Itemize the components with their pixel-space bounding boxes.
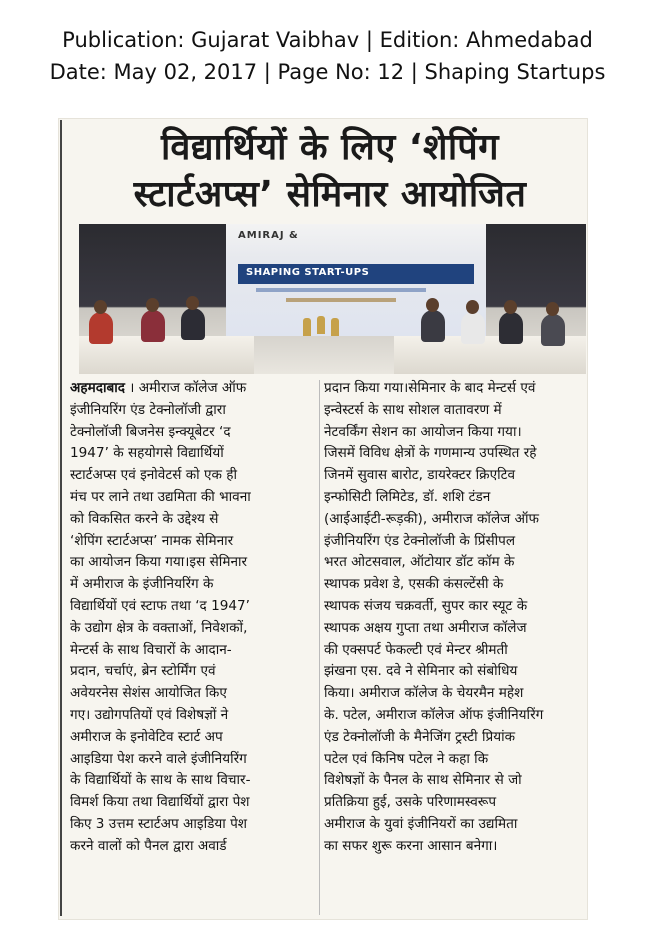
text-line: का आयोजन किया गया।इस सेमिनार xyxy=(70,554,248,571)
text-line: की एक्सपर्ट फेकल्टी एवं मेन्टर श्रीमती xyxy=(324,641,508,658)
text-line: (आईआईटी-रूड़की), अमीराज कॉलेज ऑफ xyxy=(324,510,539,527)
dateline: अहमदाबाद xyxy=(70,380,125,396)
text-line: के विद्यार्थियों के साथ के साथ विचार- xyxy=(70,772,251,789)
panelist-figure xyxy=(499,312,523,344)
text-line: स्थापक संजय चक्रवर्ती, सुपर कार स्यूट के xyxy=(324,597,528,614)
text-line: जिनमें सुवास बारोट, डायरेक्टर क्रिएटिव xyxy=(324,467,516,484)
publication-header xyxy=(0,24,655,88)
text-line: किए 3 उत्तम स्टार्टअप आइडिया पेश xyxy=(70,815,248,832)
seminar-photo xyxy=(79,224,586,374)
headline-line-2: स्टार्टअप्स’ सेमिनार आयोजित xyxy=(133,174,527,215)
trophy-icon xyxy=(317,316,325,334)
date-page-line: Date: May 02, 2017 | Page No: 12 | Shaping Startups xyxy=(49,60,606,84)
text-line: को विकसित करने के उद्देश्य से xyxy=(70,510,219,527)
banner-title: SHAPING START-UPS xyxy=(246,267,370,278)
text-line: अवेयरनेस सेशंस आयोजित किए xyxy=(70,685,227,702)
banner-logos: AMIRAJ & xyxy=(238,230,299,241)
banner-subtitle-bar xyxy=(256,288,426,292)
text-line: अमीराज के इनोवेटिव स्टार्ट अप xyxy=(70,728,223,745)
text-line: आइडिया पेश करने वाले इंजीनियरिंग xyxy=(70,750,247,767)
text-line: टेक्नोलॉजी बिजनेस इन्क्यूबेटर ‘द xyxy=(70,423,231,440)
column-divider xyxy=(319,380,320,915)
text-line: में अमीराज के इंजीनियरिंग के xyxy=(70,576,214,593)
text-line: विद्यार्थियों एवं स्टाफ तथा ‘द 1947’ xyxy=(70,597,251,614)
text-line: इन्फोसिटी लिमिटेड, डॉ. शशि टंडन xyxy=(324,488,491,505)
text-line: विशेषज्ञों के पैनल के साथ सेमिनार से जो xyxy=(324,772,522,789)
panelist-figure xyxy=(461,312,485,344)
text-line: स्टार्टअप्स एवं इनोवेटर्स को एक ही xyxy=(70,467,238,484)
text-line: झंखना एस. दवे ने सेमिनार को संबोधिय xyxy=(324,663,518,680)
text-line: के उद्योग क्षेत्र के वक्ताओं, निवेशकों, xyxy=(70,619,248,636)
first-line-text: । अमीराज कॉलेज ऑफ xyxy=(124,380,247,396)
text-line: जिसमें विविध क्षेत्रों के गणमान्य उपस्थित रहे xyxy=(324,445,537,462)
article-column-2 xyxy=(324,378,586,858)
text-line: का सफर शुरू करना आसान बनेगा। xyxy=(324,837,498,854)
text-line: स्थापक अक्षय गुप्ता तथा अमीराज कॉलेज xyxy=(324,619,527,636)
banner-title-strip xyxy=(238,264,474,284)
trophy-icon xyxy=(331,318,339,336)
panelist-figure xyxy=(181,308,205,340)
panelist-figure xyxy=(89,312,113,344)
text-line: भरत ओटसवाल, ऑटोयार डॉट कॉम के xyxy=(324,554,515,571)
banner-subtitle-bar-2 xyxy=(286,298,396,302)
clipping-edge-line xyxy=(60,120,62,916)
article-headline xyxy=(70,124,590,218)
article-column-1 xyxy=(70,378,318,858)
text-line: के. पटेल, अमीराज कॉलेज ऑफ इंजीनियरिंग xyxy=(324,706,544,723)
text-line: विमर्श किया तथा विद्यार्थियों द्वारा पेश xyxy=(70,794,250,811)
panelist-figure xyxy=(141,310,165,342)
trophy-icon xyxy=(303,318,311,336)
text-line: ‘शेपिंग स्टार्टअप्स’ नामक सेमिनार xyxy=(70,532,234,549)
text-line: इंजीनियरिंग एंड टेक्नोलॉजी द्वारा xyxy=(70,401,226,418)
text-line: किया। अमीराज कॉलेज के चेयरमैन महेश xyxy=(324,685,524,702)
text-line: 1947’ के सहयोगसे विद्यार्थियों xyxy=(70,445,224,462)
text-line: एंड टेक्नोलॉजी के मैनेजिंग ट्रस्टी प्रियांक xyxy=(324,728,516,745)
text-line: अमीराज के युवां इंजीनियरों का उद्यमिता xyxy=(324,815,518,832)
text-line: पटेल एवं किनिष पटेल ने कहा कि xyxy=(324,750,489,767)
publication-edition-line: Publication: Gujarat Vaibhav | Edition: Ahmedabad xyxy=(62,28,593,52)
photo-stage-banner xyxy=(226,224,486,336)
panelist-figure xyxy=(541,314,565,346)
text-line: प्रदान किया गया।सेमिनार के बाद मेन्टर्स एवं xyxy=(324,380,536,396)
panelist-figure xyxy=(421,310,445,342)
text-line: स्थापक प्रवेश डे, एसकी कंसल्टेंसी के xyxy=(324,576,504,593)
text-line: प्रतिक्रिया हुई, उसके परिणामस्वरूप xyxy=(324,794,497,811)
text-line: गए। उद्योगपतियों एवं विशेषज्ञों ने xyxy=(70,706,229,723)
text-line: प्रदान, चर्चाएं, ब्रेन स्टोर्मिंग एवं xyxy=(70,663,216,680)
headline-line-1: विद्यार्थियों के लिए ‘शेपिंग xyxy=(161,127,499,168)
text-line: इंजीनियरिंग एंड टेक्नोलॉजी के प्रिंसीपल xyxy=(324,532,516,549)
text-line: नेटवर्किंग सेशन का आयोजन किया गया। xyxy=(324,423,522,440)
text-line: मेन्टर्स के साथ विचारों के आदान- xyxy=(70,641,232,658)
first-line xyxy=(70,378,318,400)
text-line: करने वालों को पैनल द्वारा अवार्ड xyxy=(70,837,227,854)
text-line: मंच पर लाने तथा उद्यमिता की भावना xyxy=(70,488,251,505)
text-line: इन्वेस्टर्स के साथ सोशल वातावरण में xyxy=(324,401,502,418)
